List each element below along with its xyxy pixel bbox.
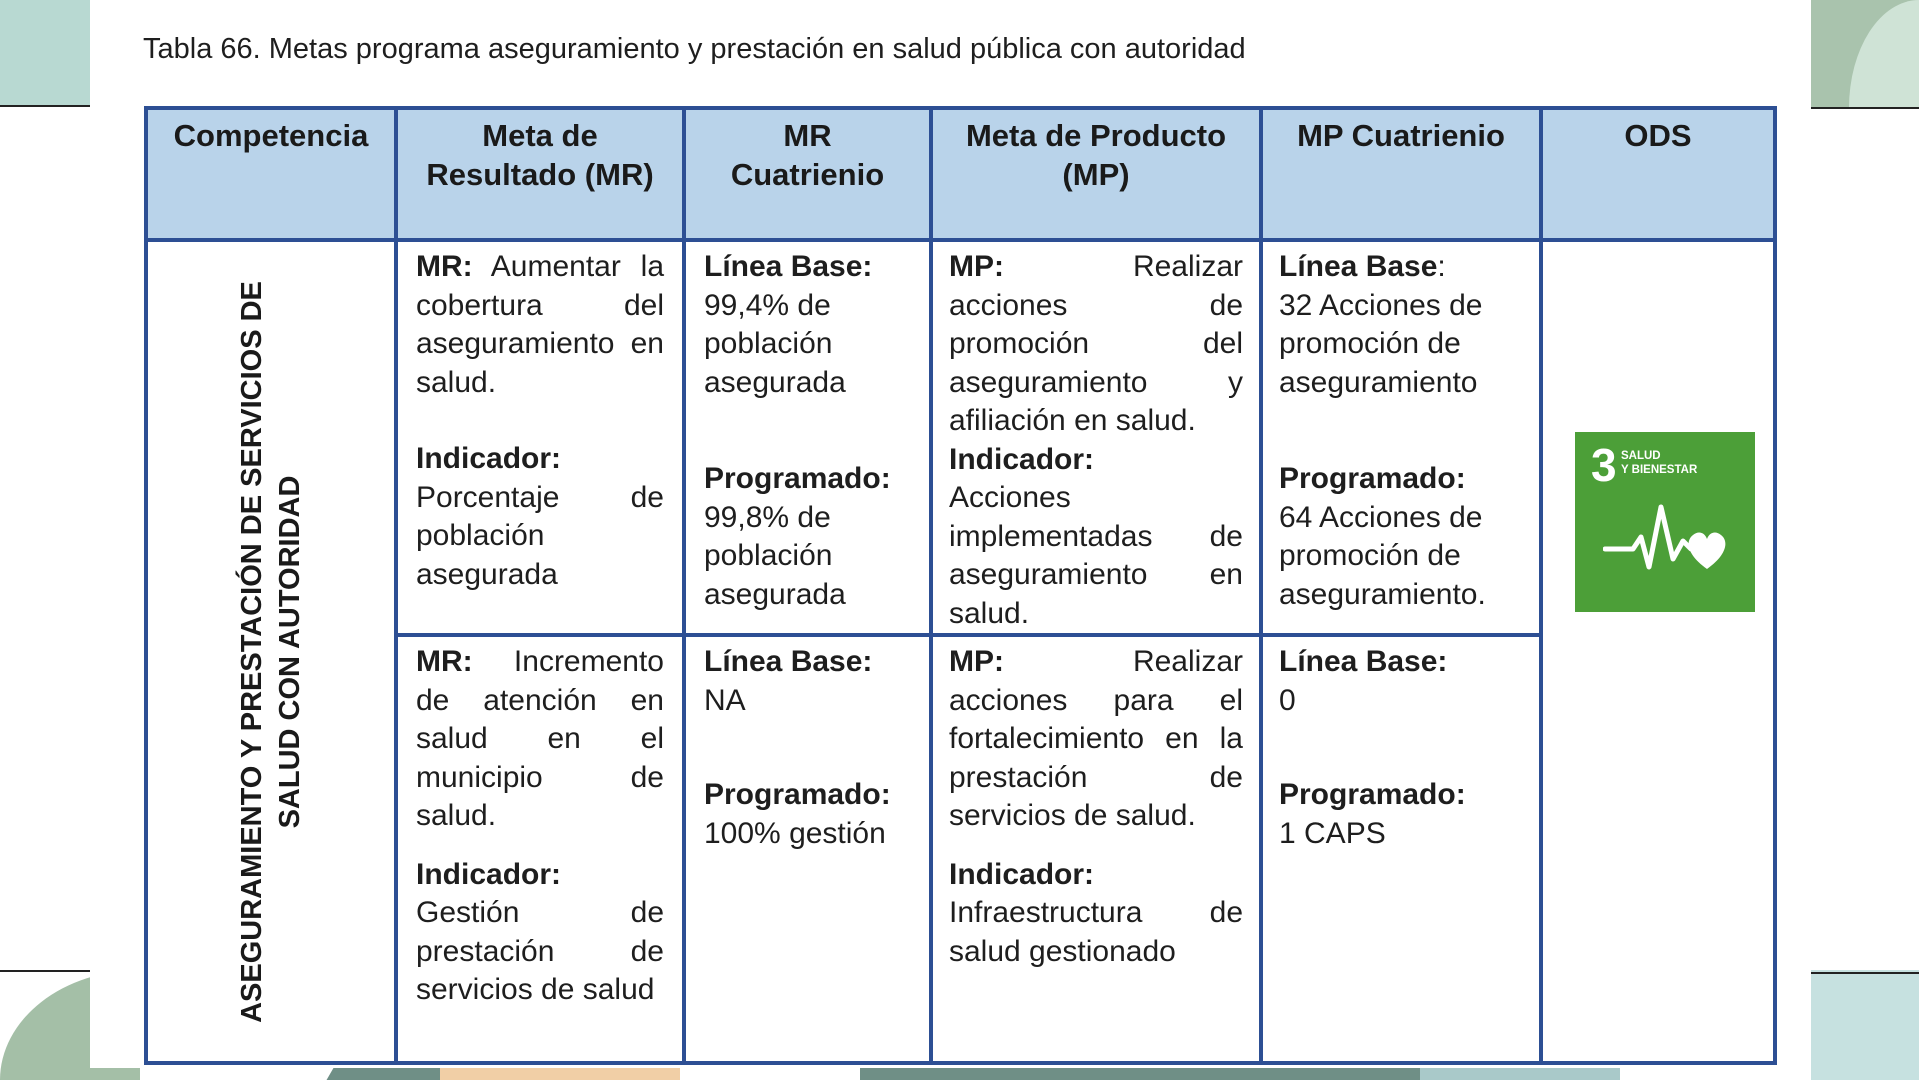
- mp-text: Realizar acciones de promoción del aseguramiento y afiliación en salud.: [949, 250, 1243, 437]
- mp-cuatrienio-cell: [1261, 635, 1541, 1063]
- programado-label: Programado:: [1279, 462, 1466, 495]
- ods-number: 3: [1591, 439, 1617, 491]
- mp-cell: [931, 635, 1261, 1063]
- indicator-label: Indicador:: [949, 857, 1095, 891]
- decor-bottom-stripe: [440, 1068, 680, 1080]
- header-meta-producto: Meta de Producto (MP): [931, 108, 1261, 240]
- decor-line: [0, 970, 90, 972]
- header-row: [146, 108, 1775, 240]
- mr-cuatrienio-cell: [684, 635, 931, 1063]
- mp-label: MP:: [949, 645, 1004, 678]
- decor-line: [1811, 972, 1919, 974]
- mp-cell: [931, 240, 1261, 635]
- heartbeat-heart-icon: [1603, 497, 1727, 587]
- header-ods: ODS: [1541, 108, 1775, 240]
- indicator-text: Gestión de prestación de servicios de salud: [416, 896, 664, 1006]
- header-meta-resultado: Meta de Resultado (MR): [396, 108, 684, 240]
- indicator-text: Acciones implementadas de aseguramiento en salud.: [949, 481, 1243, 630]
- base-value: 32 Acciones de promoción de aseguramiento: [1279, 288, 1483, 399]
- ods-cell: [1541, 240, 1775, 1063]
- base-value: 99,4% de población asegurada: [704, 288, 846, 399]
- mr-cuatrienio-cell: [684, 240, 931, 635]
- table-caption: Tabla 66. Metas programa aseguramiento y prestación en salud pública con autoridad: [143, 33, 1246, 65]
- mp-cuatrienio-cell: [1261, 240, 1541, 635]
- decor-top-left: [0, 0, 90, 105]
- mp-label: MP:: [949, 250, 1004, 283]
- base-value: NA: [704, 683, 746, 717]
- mp-text: Realizar acciones para el fortalecimiento en la prestación de servicios de salud.: [949, 645, 1243, 832]
- header-mr-cuatrienio: MR Cuatrienio: [684, 108, 931, 240]
- table-row: [146, 240, 1775, 635]
- document-page: [90, 0, 1810, 1068]
- ods-label: SALUD Y BIENESTAR: [1621, 450, 1698, 476]
- mr-text: Aumentar la cobertura del aseguramiento en salud.: [416, 250, 664, 399]
- mr-label: MR:: [416, 645, 473, 678]
- programado-value: 99,8% de población asegurada: [704, 500, 846, 611]
- goals-table: [144, 106, 1777, 1065]
- programado-label: Programado:: [704, 462, 891, 495]
- indicator-text: Porcentaje de población asegurada: [416, 480, 664, 591]
- mr-text: Incremento de atención en salud en el municipio de salud.: [416, 645, 664, 832]
- base-label: Línea Base: [1279, 250, 1438, 283]
- decor-line: [1811, 107, 1919, 109]
- programado-value: 64 Acciones de promoción de aseguramiento.: [1279, 500, 1486, 611]
- competencia-label: ASEGURAMIENTO Y PRESTACIÓN DE SERVICIOS DE SALUD CON AUTORIDAD: [236, 280, 306, 1023]
- decor-bottom-stripe: [1420, 1068, 1620, 1080]
- indicator-label: Indicador:: [416, 442, 562, 475]
- decor-bottom-right: [1811, 970, 1919, 1080]
- mr-cell: [396, 635, 684, 1063]
- decor-bottom-stripe: [860, 1068, 1420, 1080]
- base-label: Línea Base:: [1279, 645, 1448, 678]
- base-label-colon: :: [1437, 250, 1446, 283]
- competencia-cell: [146, 240, 396, 1063]
- programado-label: Programado:: [1279, 778, 1466, 811]
- programado-label: Programado:: [704, 778, 891, 811]
- header-competencia: Competencia: [146, 108, 396, 240]
- indicator-label: Indicador:: [416, 857, 562, 891]
- indicator-text: Infraestructura de salud gestionado: [949, 896, 1243, 968]
- programado-value: 100% gestión: [704, 816, 886, 850]
- decor-line: [0, 105, 90, 107]
- programado-value: 1 CAPS: [1279, 816, 1386, 850]
- base-value: 0: [1279, 683, 1296, 717]
- header-mp-cuatrienio: MP Cuatrienio: [1261, 108, 1541, 240]
- ods-3-badge: [1575, 432, 1755, 612]
- base-label: Línea Base:: [704, 250, 873, 283]
- indicator-label: Indicador:: [949, 442, 1095, 476]
- base-label: Línea Base:: [704, 645, 873, 678]
- mr-label: MR:: [416, 250, 473, 283]
- mr-cell: [396, 240, 684, 635]
